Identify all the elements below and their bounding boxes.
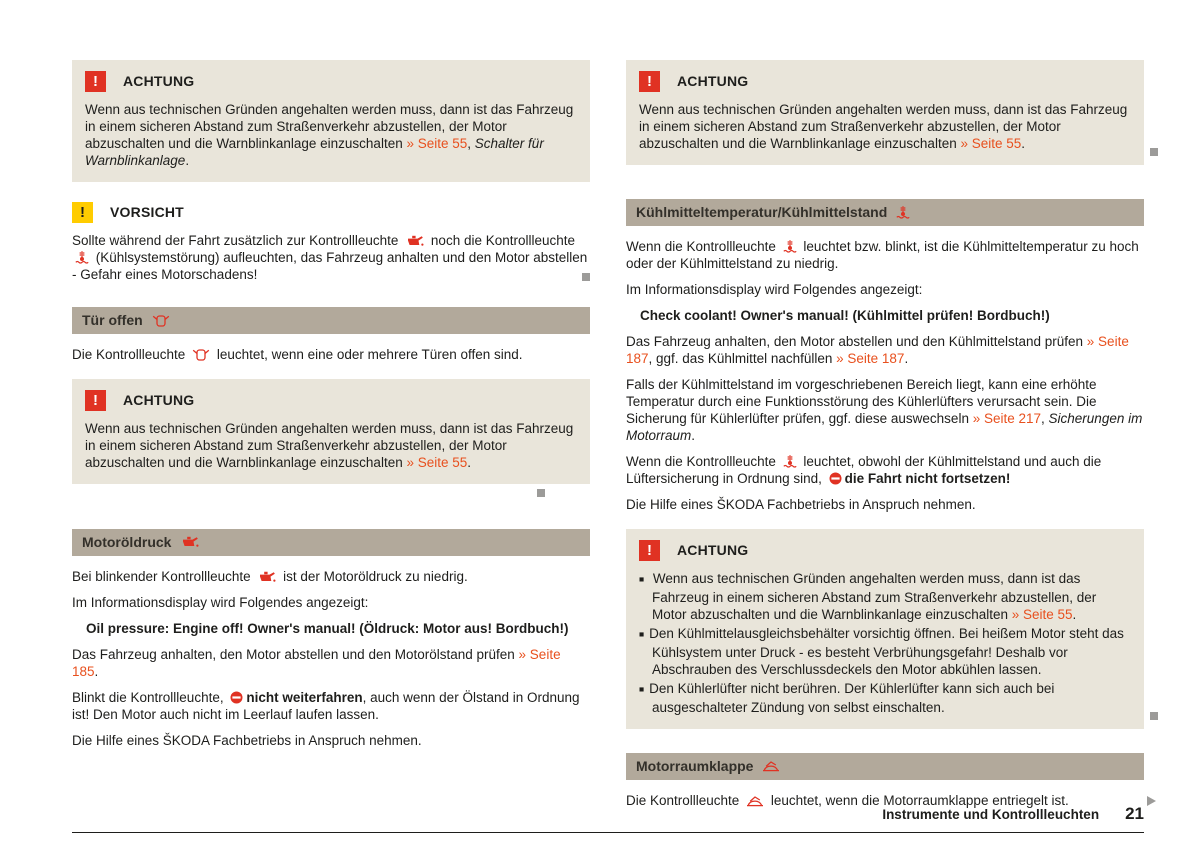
- section-heading-label: Kühlmitteltemperatur/Kühlmittelstand: [636, 204, 888, 220]
- text-segment: Wenn aus technischen Gründen angehalten werden muss, dann ist das Fahrzeug in einem sicheren Abstand zum Straßenverkehr abzustellen, der Motor abzuschalten und die Warnblinkanlage einzuschalten: [85, 421, 574, 470]
- coolant-paragraph-5: [626, 376, 1144, 444]
- text-segment: Wenn aus technischen Gründen angehalten werden muss, dann ist das Fahrzeug in einem sicheren Abstand zum Straßenverkehr abzustellen, der Motor abzuschalten und die Warnblinkanlage einzuschalten: [639, 102, 1128, 151]
- stop-icon: [230, 691, 243, 704]
- warning-note-title: ACHTUNG: [123, 392, 195, 408]
- text-segment: ,: [1041, 411, 1049, 426]
- text-segment: .: [185, 153, 190, 168]
- warning-note-3: [626, 60, 1144, 165]
- warning-bullet-2: ■ Den Kühlmittelausgleichsbehälter vorsichtig öffnen. Bei heißem Motor steht das Kühlsystem unter Druck - es besteht Verbrühungsgefahr! Deshalb vor Abschrauben des Verschlussdeckels den Motor abkühlen lassen.: [639, 625, 1131, 678]
- door-open-paragraph: [72, 346, 590, 363]
- text-segment: leuchtet, wenn eine oder mehrere Türen offen sind.: [213, 347, 523, 362]
- oil-pressure-icon: [180, 536, 199, 548]
- page-ref-link-55[interactable]: » Seite 55: [406, 455, 468, 470]
- caution-note-header: [72, 202, 590, 223]
- section-end-marker: [1150, 148, 1158, 156]
- section-heading-label: Motoröldruck: [82, 534, 172, 550]
- text-segment: Die Kontrollleuchte: [72, 347, 190, 362]
- page-ref-link-187[interactable]: » Seite 187: [626, 334, 1129, 366]
- warning-bullet-1: [639, 570, 1131, 623]
- text-segment: leuchtet, obwohl der Kühlmittelstand und auch die Lüftersicherung in Ordnung sind,: [626, 454, 1102, 486]
- warning-note-text: [85, 101, 577, 169]
- hood-open-icon: [762, 760, 780, 772]
- coolant-indicator-icon: [783, 239, 797, 253]
- page-footer: [72, 805, 1144, 833]
- page-ref-link-55[interactable]: » Seite 55: [1011, 607, 1073, 622]
- warning-note-text: [639, 570, 1131, 716]
- text-segment: noch die Kontrollleuchte: [427, 233, 576, 248]
- coolant-paragraph-6: [626, 453, 1144, 487]
- display-message: Oil pressure: Engine off! Owner's manual! (Öldruck: Motor aus! Bordbuch!): [86, 621, 569, 636]
- warning-icon: [639, 540, 660, 561]
- warning-note-title: ACHTUNG: [677, 542, 749, 558]
- text-segment: (Kühlsystemstörung) aufleuchten, das Fahrzeug anhalten und den Motor abstellen - Gefahr eines Motorschadens!: [72, 250, 588, 282]
- footer-section-title: Instrumente und Kontrollleuchten: [882, 807, 1100, 822]
- oil-pressure-indicator-icon: [405, 235, 424, 247]
- section-heading-coolant: [626, 199, 1144, 226]
- text-segment: ,: [467, 136, 475, 151]
- caution-icon: [72, 202, 93, 223]
- caution-note: [72, 202, 590, 283]
- warning-icon: [85, 390, 106, 411]
- display-message: Check coolant! Owner's manual! (Kühlmittel prüfen! Bordbuch!): [640, 308, 1050, 323]
- left-column: [72, 60, 590, 809]
- warning-icon: [639, 71, 660, 92]
- warning-note-header: [85, 390, 577, 411]
- warning-note-text: [639, 101, 1131, 152]
- text-segment: Das Fahrzeug anhalten, den Motor abstellen und den Kühlmittelstand prüfen: [626, 334, 1087, 349]
- warning-note-title: ACHTUNG: [123, 73, 195, 89]
- warning-note-header: [639, 540, 1131, 561]
- text-segment: leuchtet bzw. blinkt, ist die Kühlmitteltemperatur zu hoch oder der Kühlmittelstand zu niedrig.: [626, 239, 1139, 271]
- text-segment: Falls der Kühlmittelstand im vorgeschriebenen Bereich liegt, kann eine erhöhte Temperatur durch eine Funktionsstörung des Kühlerlüfters verursacht sein. Die Sicherung für Kühlerlüfter prüfen, ggf. diese auswechseln: [626, 377, 1097, 426]
- section-heading-hood: [626, 753, 1144, 780]
- page-ref-link-185[interactable]: » Seite 185: [72, 647, 561, 679]
- right-column: [626, 60, 1144, 809]
- section-end-marker: [582, 273, 590, 281]
- section-heading-label: Motorraumklappe: [636, 758, 754, 774]
- text-segment: Blinkt die Kontrollleuchte,: [72, 690, 228, 705]
- reference-title: Sicherungen im Motorraum: [626, 411, 1143, 443]
- warning-note-title: ACHTUNG: [677, 73, 749, 89]
- door-open-indicator-icon: [192, 348, 210, 361]
- caution-note-text: [72, 232, 590, 283]
- continues-next-page-icon: [1147, 796, 1156, 806]
- text-segment: Die Kontrollleuchte: [626, 793, 744, 808]
- oil-pressure-indicator-icon: [257, 571, 276, 583]
- section-heading-label: Tür offen: [82, 312, 143, 328]
- warning-icon: [85, 71, 106, 92]
- page-ref-link-187[interactable]: » Seite 187: [836, 351, 905, 366]
- coolant-paragraph-2: Im Informationsdisplay wird Folgendes angezeigt:: [626, 282, 923, 297]
- oil-paragraph-6: Die Hilfe eines ŠKODA Fachbetriebs in Anspruch nehmen.: [72, 733, 422, 748]
- door-open-icon: [152, 314, 170, 327]
- coolant-paragraph-1: [626, 238, 1144, 272]
- oil-paragraph-1: [72, 568, 590, 585]
- coolant-paragraph-7: Die Hilfe eines ŠKODA Fachbetriebs in Anspruch nehmen.: [626, 497, 976, 512]
- text-segment: .: [1021, 136, 1026, 151]
- two-column-layout: [72, 60, 1144, 809]
- warning-note-header: [85, 71, 577, 92]
- text-segment: Wenn die Kontrollleuchte: [626, 454, 780, 469]
- text-segment: Bei blinkender Kontrollleuchte: [72, 569, 255, 584]
- section-heading-door-open: [72, 307, 590, 334]
- coolant-indicator-icon: [783, 454, 797, 468]
- coolant-indicator-icon: [75, 250, 89, 264]
- text-segment: Wenn aus technischen Gründen angehalten werden muss, dann ist das Fahrzeug in einem sicheren Abstand zum Straßenverkehr abzustellen, der Motor abzuschalten und die Warnblinkanlage einzuschalten: [652, 571, 1097, 622]
- reference-title: Schalter für Warnblinkanlage: [85, 136, 544, 168]
- section-end-marker: [537, 489, 545, 497]
- warning-note-header: [639, 71, 1131, 92]
- text-segment: Wenn die Kontrollleuchte: [626, 239, 780, 254]
- section-end-marker-row: [72, 489, 590, 497]
- section-heading-oil-pressure: [72, 529, 590, 556]
- oil-paragraph-5: [72, 689, 590, 723]
- coolant-paragraph-4: [626, 333, 1144, 367]
- page-number: 21: [1125, 804, 1144, 823]
- page-ref-link-55[interactable]: » Seite 55: [960, 136, 1022, 151]
- text-segment: Das Fahrzeug anhalten, den Motor abstellen und den Motorölstand prüfen: [72, 647, 519, 662]
- text-segment: .: [1072, 607, 1077, 622]
- emphasis-text: nicht weiterfahren: [246, 690, 363, 705]
- page-ref-link-55[interactable]: » Seite 55: [406, 136, 468, 151]
- page-ref-link-217[interactable]: » Seite 217: [972, 411, 1042, 426]
- warning-note-text: [85, 420, 577, 471]
- text-segment: .: [691, 428, 696, 443]
- warning-bullet-3: ■ Den Kühlerlüfter nicht berühren. Der Kühlerlüfter kann sich auch bei ausgeschalteter Zündung von selbst einschalten.: [639, 680, 1131, 716]
- warning-note-2: [72, 379, 590, 484]
- text-segment: .: [94, 664, 99, 679]
- text-segment: .: [467, 455, 472, 470]
- text-segment: , ggf. das Kühlmittel nachfüllen: [648, 351, 837, 366]
- text-segment: Wenn aus technischen Gründen angehalten werden muss, dann ist das Fahrzeug in einem sicheren Abstand zum Straßenverkehr abzustellen, der Motor abzuschalten und die Warnblinkanlage einzuschalten: [85, 102, 574, 151]
- oil-paragraph-2: Im Informationsdisplay wird Folgendes angezeigt:: [72, 595, 369, 610]
- coolant-icon: [896, 205, 910, 219]
- stop-icon: [829, 472, 842, 485]
- text-segment: leuchtet, wenn die Motorraumklappe entriegelt ist.: [767, 793, 1069, 808]
- warning-note-4: [626, 529, 1144, 729]
- caution-note-title: VORSICHT: [110, 204, 184, 220]
- text-segment: Sollte während der Fahrt zusätzlich zur Kontrollleuchte: [72, 233, 403, 248]
- text-segment: ist der Motoröldruck zu niedrig.: [279, 569, 468, 584]
- warning-note-1: [72, 60, 590, 182]
- emphasis-text: die Fahrt nicht fortsetzen!: [844, 471, 1011, 486]
- section-end-marker: [1150, 712, 1158, 720]
- text-segment: .: [904, 351, 909, 366]
- text-segment: , auch wenn der Ölstand in Ordnung ist! Den Motor auch nicht im Leerlauf laufen lassen.: [72, 690, 580, 722]
- oil-paragraph-4: [72, 646, 590, 680]
